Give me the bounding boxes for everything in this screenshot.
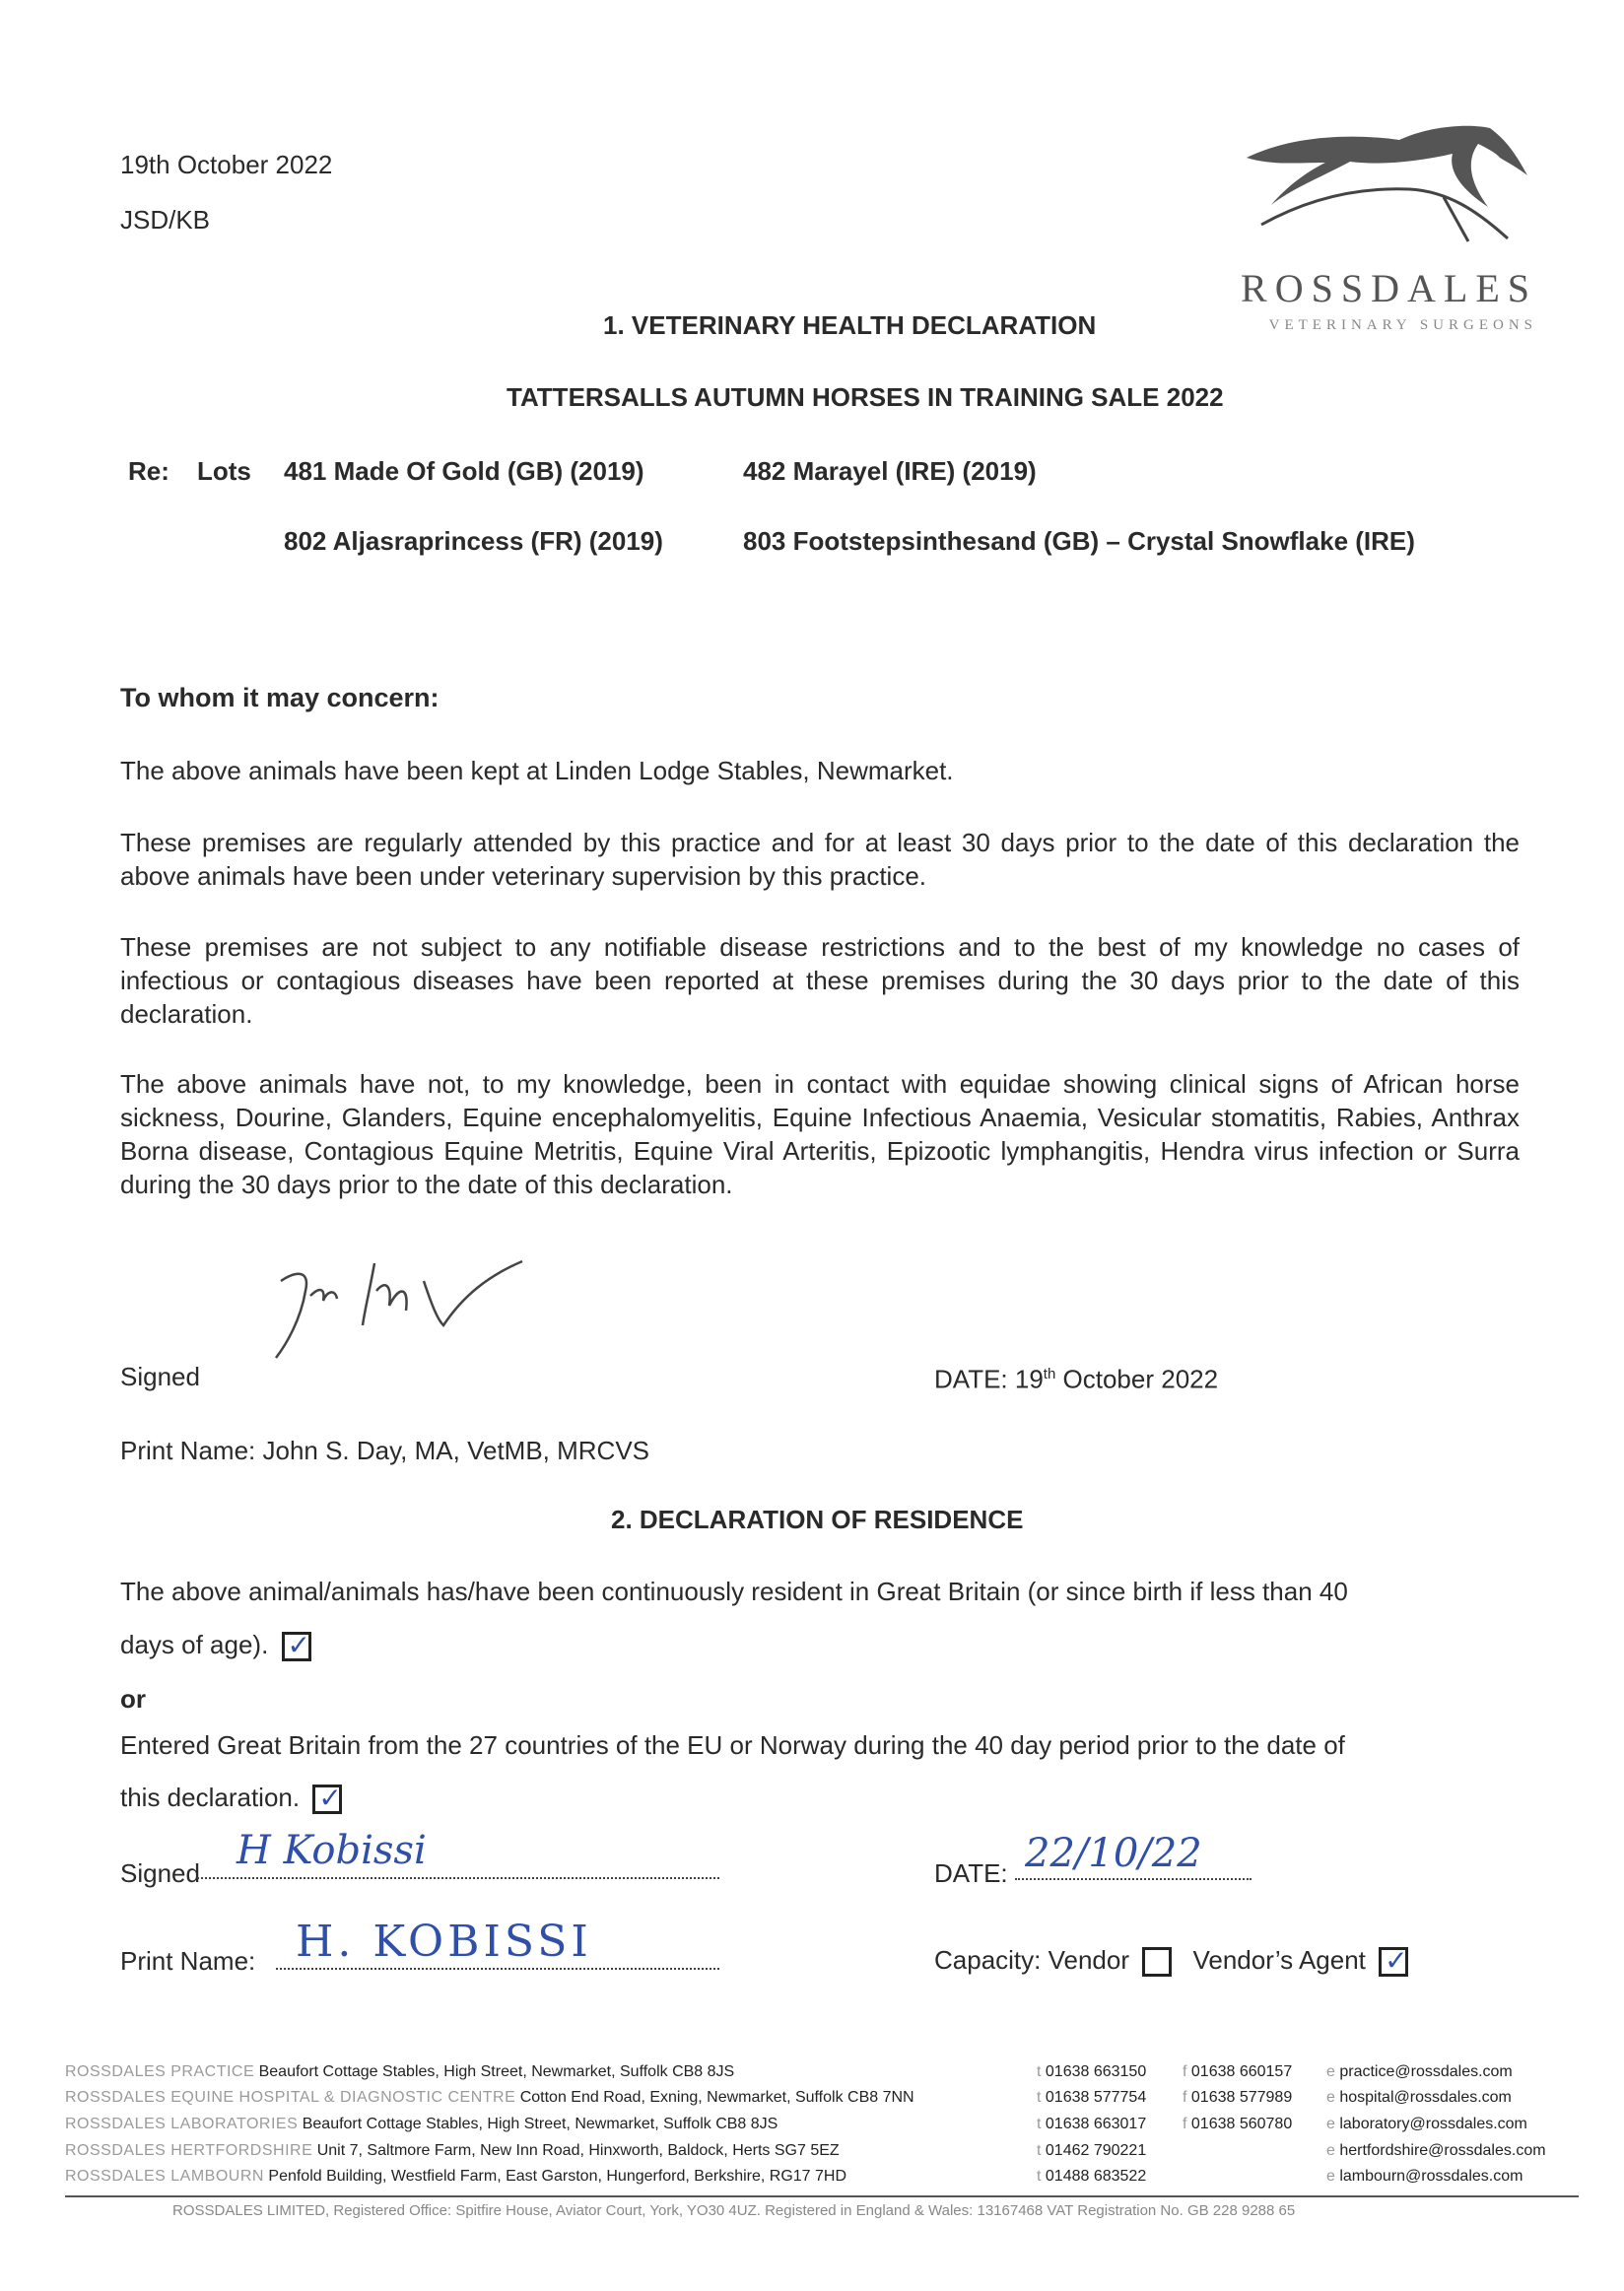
section2-title: 2. DECLARATION OF RESIDENCE: [611, 1505, 1024, 1534]
vendor-print-label: Print Name:: [120, 1946, 256, 1976]
lot-item: 803 Footstepsinthesand (GB) – Crystal Snowflake (IRE): [743, 526, 1415, 556]
footer-row: ROSSDALES HERTFORDSHIRE Unit 7, Saltmore Farm, New Inn Road, Hinxworth, Baldock, Herts SG7 5EZ: [65, 2142, 840, 2159]
or-label: or: [120, 1684, 146, 1714]
footer-email[interactable]: e hospital@rossdales.com: [1326, 2089, 1512, 2106]
vendor-signature: H Kobissi: [237, 1828, 427, 1873]
paragraph: These premises are regularly attended by this practice and for at least 30 days prior to the date of this declaration the above animals have been under veterinary supervision by this practice.: [120, 828, 1520, 891]
footer-row: ROSSDALES EQUINE HOSPITAL & DIAGNOSTIC CENTRE Cotton End Road, Exning, Newmarket, Suffolk CB8 7NN: [65, 2089, 914, 2106]
vendor-print-name: H. KOBISSI: [296, 1917, 592, 1967]
letter-date: 19th October 2022: [120, 150, 333, 179]
capacity: [934, 1943, 1408, 1977]
footer-row: ROSSDALES LABORATORIES Beaufort Cottage Stables, High Street, Newmarket, Suffolk CB8 8JS: [65, 2116, 778, 2132]
check-icon: ✓: [1385, 1945, 1408, 1977]
residence-checkbox-1[interactable]: [282, 1632, 311, 1661]
footer-fax: f 01638 660157: [1183, 2063, 1293, 2080]
vet-signature: [266, 1251, 532, 1360]
section1-title: 1. VETERINARY HEALTH DECLARATION: [603, 310, 1097, 340]
lot-item: 802 Aljasraprincess (FR) (2019): [284, 526, 663, 556]
vendor-date-field[interactable]: [1015, 1831, 1252, 1880]
vendor-signed-label: Signed: [120, 1858, 200, 1888]
residence-checkbox-2[interactable]: [312, 1785, 342, 1814]
residence-option1-line1: The above animal/animals has/have been continuously resident in Great Britain (or since birth if less than 40: [120, 1577, 1348, 1606]
residence-option2-line2: this declaration.: [120, 1783, 301, 1812]
footer-phone: t 01638 577754: [1037, 2089, 1147, 2106]
vendor-date: 22/10/22: [1025, 1831, 1202, 1876]
footer-email[interactable]: e lambourn@rossdales.com: [1326, 2168, 1523, 2185]
paragraph: The above animals have not, to my knowledge, been in contact with equidae showing clinical signs of African horse sickness, Dourine, Glanders, Equine encephalomyelitis, Equine Infectious Anaemia, Vesicular stomatitis, Rabies, Anthrax Borna disease, Contagious Equine Metritis, Equine Viral Arteritis, Epizootic lymphangitis, Hendra virus infection or Surra during the 30 days prior to the date of this declaration.: [120, 1069, 1520, 1199]
reference: JSD/KB: [120, 205, 211, 235]
footer-phone: t 01638 663017: [1037, 2116, 1147, 2132]
vet-print-name: Print Name: John S. Day, MA, VetMB, MRCVS: [120, 1436, 650, 1465]
footer-phone: t 01638 663150: [1037, 2063, 1147, 2080]
footer-email[interactable]: e hertfordshire@rossdales.com: [1326, 2142, 1546, 2159]
residence-option2: [120, 1781, 342, 1814]
lot-item: 481 Made Of Gold (GB) (2019): [284, 456, 644, 486]
residence-option1-line2: days of age).: [120, 1630, 269, 1659]
horse-logo-icon: [1232, 118, 1537, 256]
residence-option2-line1: Entered Great Britain from the 27 countries of the EU or Norway during the 40 day period prior to the date of: [120, 1730, 1345, 1760]
footer-fax: f 01638 560780: [1183, 2116, 1293, 2132]
footer-row: ROSSDALES PRACTICE Beaufort Cottage Stables, High Street, Newmarket, Suffolk CB8 8JS: [65, 2063, 735, 2080]
re-label: Re:: [128, 456, 169, 486]
residence-option1: [120, 1628, 311, 1661]
signed-label: Signed: [120, 1362, 200, 1391]
sale-title: TATTERSALLS AUTUMN HORSES IN TRAINING SALE 2022: [507, 382, 1224, 412]
lots-label: Lots: [197, 456, 251, 486]
logo-tagline: VETERINARY SURGEONS: [1268, 317, 1537, 333]
vendor-checkbox[interactable]: [1142, 1947, 1172, 1977]
paragraph: These premises are not subject to any notifiable disease restrictions and to the best of my knowledge no cases of infectious or contagious diseases have been reported at these premises during the 30 days prior to the date of this declaration.: [120, 932, 1520, 1029]
footer-phone: t 01488 683522: [1037, 2168, 1147, 2185]
declaration-date: DATE: 19th October 2022: [934, 1364, 1219, 1394]
capacity-label: Capacity: Vendor: [934, 1945, 1130, 1975]
lot-item: 482 Marayel (IRE) (2019): [743, 456, 1037, 486]
vendor-agent-label: Vendor’s Agent: [1192, 1945, 1366, 1975]
check-icon: ✓: [318, 1783, 342, 1814]
footer-row: ROSSDALES LAMBOURN Penfold Building, Westfield Farm, East Garston, Hungerford, Berkshire, RG17 7HD: [65, 2168, 847, 2185]
vendor-print-field[interactable]: [276, 1917, 719, 1970]
footer-phone: t 01462 790221: [1037, 2142, 1147, 2159]
logo-name: ROSSDALES: [1241, 266, 1537, 310]
vendor-date-label: DATE:: [934, 1858, 1008, 1888]
rossdales-logo: [1232, 118, 1537, 345]
paragraph: The above animals have been kept at Linden Lodge Stables, Newmarket.: [120, 756, 954, 785]
check-icon: ✓: [287, 1630, 311, 1661]
registered-office: ROSSDALES LIMITED, Registered Office: Spitfire House, Aviator Court, York, YO30 4UZ. Registered in England & Wales: 13167468 VAT Registration No. GB 228 9288 65: [172, 2202, 1296, 2219]
footer-divider: [65, 2195, 1579, 2197]
vendor-agent-checkbox[interactable]: [1379, 1947, 1408, 1977]
footer-email[interactable]: e practice@rossdales.com: [1326, 2063, 1513, 2080]
salutation: To whom it may concern:: [120, 683, 440, 712]
footer-fax: f 01638 577989: [1183, 2089, 1293, 2106]
vendor-signature-field[interactable]: [197, 1828, 719, 1879]
footer-email[interactable]: e laboratory@rossdales.com: [1326, 2116, 1527, 2132]
